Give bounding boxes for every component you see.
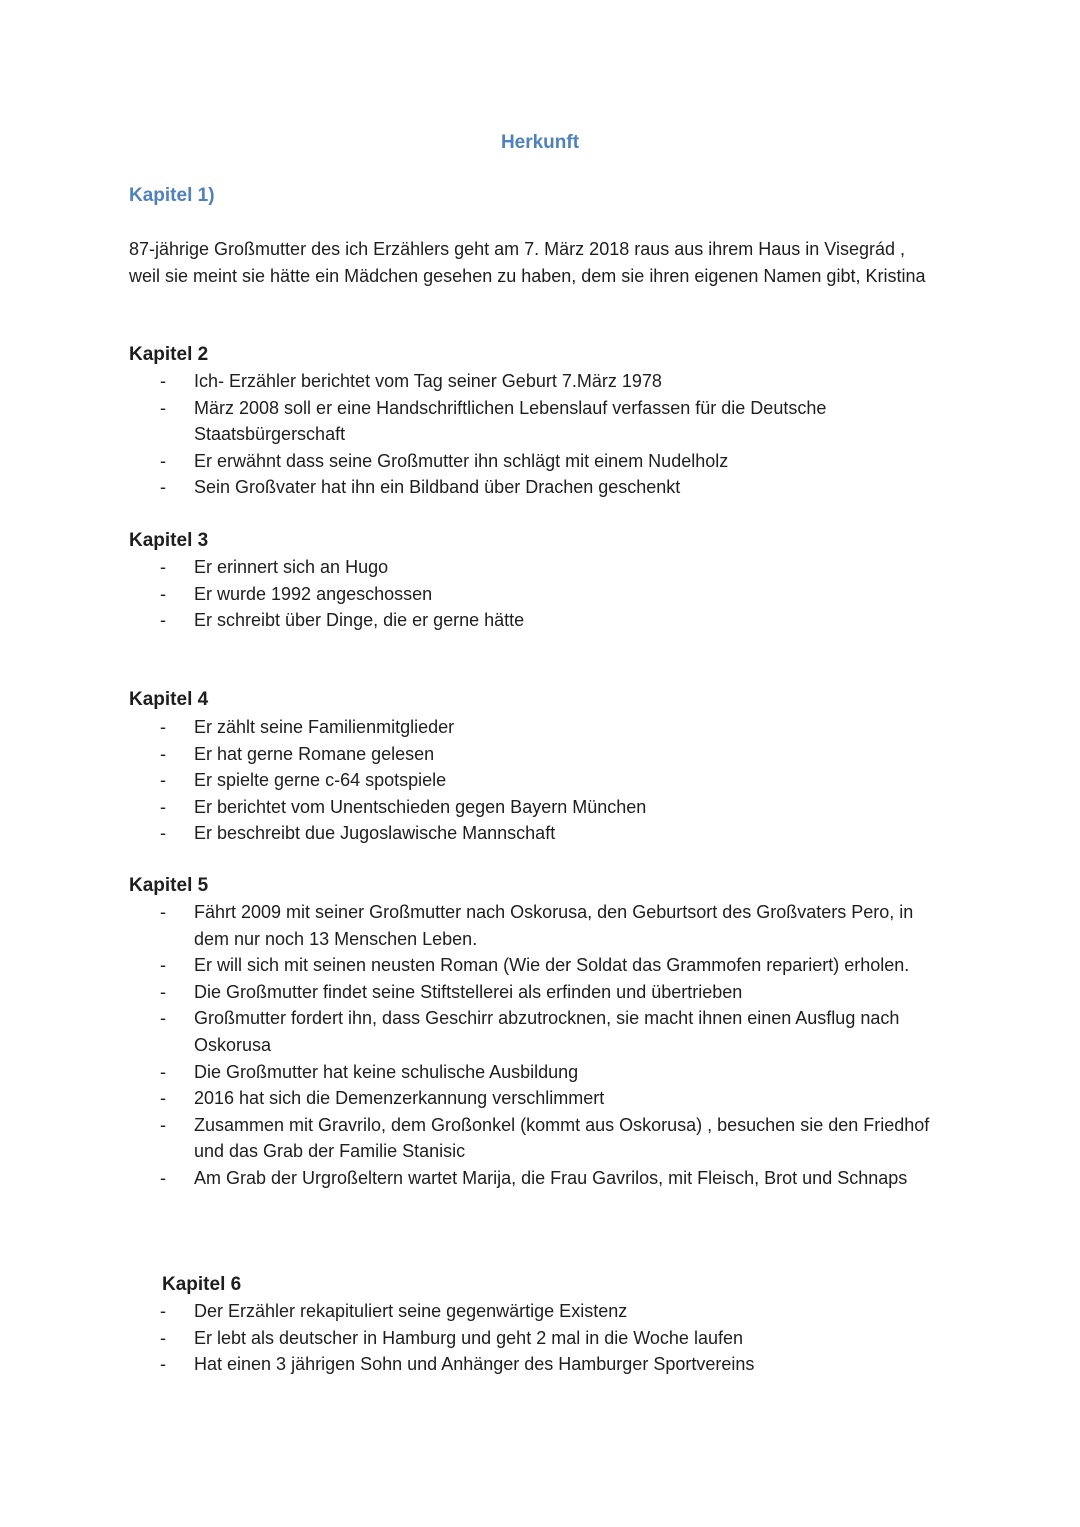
bullet-dash: - — [160, 450, 166, 471]
bullet-dash: - — [160, 902, 166, 922]
document-title: Herkunft — [500, 132, 580, 153]
chapter-2-list — [129, 368, 939, 501]
list-item: - Die Großmutter hat keine schulische Ausbildung — [129, 1059, 939, 1086]
list-item: - Großmutter fordert ihn, dass Geschirr abzutrocknen, sie macht ihnen einen Ausflug nach Oskorusa — [129, 1005, 939, 1058]
bullet-dash: - — [160, 1061, 166, 1082]
bullet-dash: - — [160, 397, 166, 418]
chapter-4-list — [129, 714, 939, 847]
bullet-dash: - — [160, 717, 166, 737]
bullet-dash: - — [160, 1327, 166, 1348]
bullet-dash: - — [160, 1088, 166, 1109]
bullet-dash: - — [160, 1114, 166, 1135]
bullet-dash: - — [160, 583, 166, 604]
list-item: - Er erwähnt dass seine Großmutter ihn schlägt mit einem Nudelholz — [129, 448, 939, 475]
chapter-6-list — [129, 1298, 939, 1378]
list-item: - Er will sich mit seinen neusten Roman (Wie der Soldat das Grammofen repariert) erholen. — [129, 952, 939, 979]
bullet-dash: - — [160, 981, 166, 1002]
bullet-dash: - — [160, 557, 166, 577]
bullet-dash: - — [160, 1354, 166, 1375]
list-item: - Sein Großvater hat ihn ein Bildband über Drachen geschenkt — [129, 474, 939, 501]
list-item: - Am Grab der Urgroßeltern wartet Marija, die Frau Gavrilos, mit Fleisch, Brot und Schnaps — [129, 1165, 939, 1192]
bullet-dash: - — [160, 1008, 166, 1029]
bullet-dash: - — [160, 1301, 166, 1321]
chapter-4-heading: Kapitel 4 — [129, 689, 209, 710]
bullet-dash: - — [160, 743, 166, 764]
bullet-dash: - — [160, 770, 166, 791]
list-item: - 2016 hat sich die Demenzerkannung verschlimmert — [129, 1085, 939, 1112]
list-item: - Ich- Erzähler berichtet vom Tag seiner Geburt 7.März 1978 — [129, 368, 939, 395]
bullet-dash: - — [160, 823, 166, 844]
list-item: - Er hat gerne Romane gelesen — [129, 741, 939, 768]
list-item: - Zusammen mit Gravrilo, dem Großonkel (kommt aus Oskorusa) , besuchen sie den Friedhof und das Grab der Familie Stanisic — [129, 1112, 939, 1165]
list-item: - Er lebt als deutscher in Hamburg und geht 2 mal in die Woche laufen — [129, 1325, 939, 1352]
bullet-dash: - — [160, 610, 166, 631]
list-item: - Er berichtet vom Unentschieden gegen Bayern München — [129, 794, 939, 821]
list-item: - Er zählt seine Familienmitglieder — [129, 714, 939, 741]
chapter-5-list — [129, 899, 939, 1192]
list-item: - Er schreibt über Dinge, die er gerne hätte — [129, 607, 939, 634]
chapter-6-heading: Kapitel 6 — [162, 1274, 242, 1295]
list-item: - März 2008 soll er eine Handschriftlichen Lebenslauf verfassen für die Deutsche Staatsbürgerschaft — [129, 395, 939, 448]
list-item: - Der Erzähler rekapituliert seine gegenwärtige Existenz — [129, 1298, 939, 1325]
list-item: - Hat einen 3 jährigen Sohn und Anhänger des Hamburger Sportvereins — [129, 1351, 939, 1378]
list-item: - Er spielte gerne c-64 spotspiele — [129, 767, 939, 794]
bullet-dash: - — [160, 371, 166, 391]
chapter-5-heading: Kapitel 5 — [129, 875, 209, 896]
chapter-2-heading: Kapitel 2 — [129, 344, 209, 365]
list-item: - Er erinnert sich an Hugo — [129, 554, 939, 581]
chapter-1-heading: Kapitel 1) — [129, 185, 215, 206]
chapter-3-list — [129, 554, 939, 634]
chapter-3-heading: Kapitel 3 — [129, 530, 209, 551]
list-item: - Die Großmutter findet seine Stiftstellerei als erfinden und übertrieben — [129, 979, 939, 1006]
list-item: - Er beschreibt due Jugoslawische Mannschaft — [129, 820, 939, 847]
list-item: - Fährt 2009 mit seiner Großmutter nach Oskorusa, den Geburtsort des Großvaters Pero, in dem nur noch 13 Menschen Leben. — [129, 899, 939, 952]
list-item: - Er wurde 1992 angeschossen — [129, 581, 939, 608]
chapter-1-text: 87-jährige Großmutter des ich Erzählers geht am 7. März 2018 raus aus ihrem Haus in Visegrád , weil sie meint sie hätte ein Mädchen gesehen zu haben, dem sie ihren eigenen Namen gibt, Kristina — [129, 239, 926, 286]
bullet-dash: - — [160, 955, 166, 976]
bullet-dash: - — [160, 477, 166, 498]
bullet-dash: - — [160, 1167, 166, 1188]
bullet-dash: - — [160, 796, 166, 817]
